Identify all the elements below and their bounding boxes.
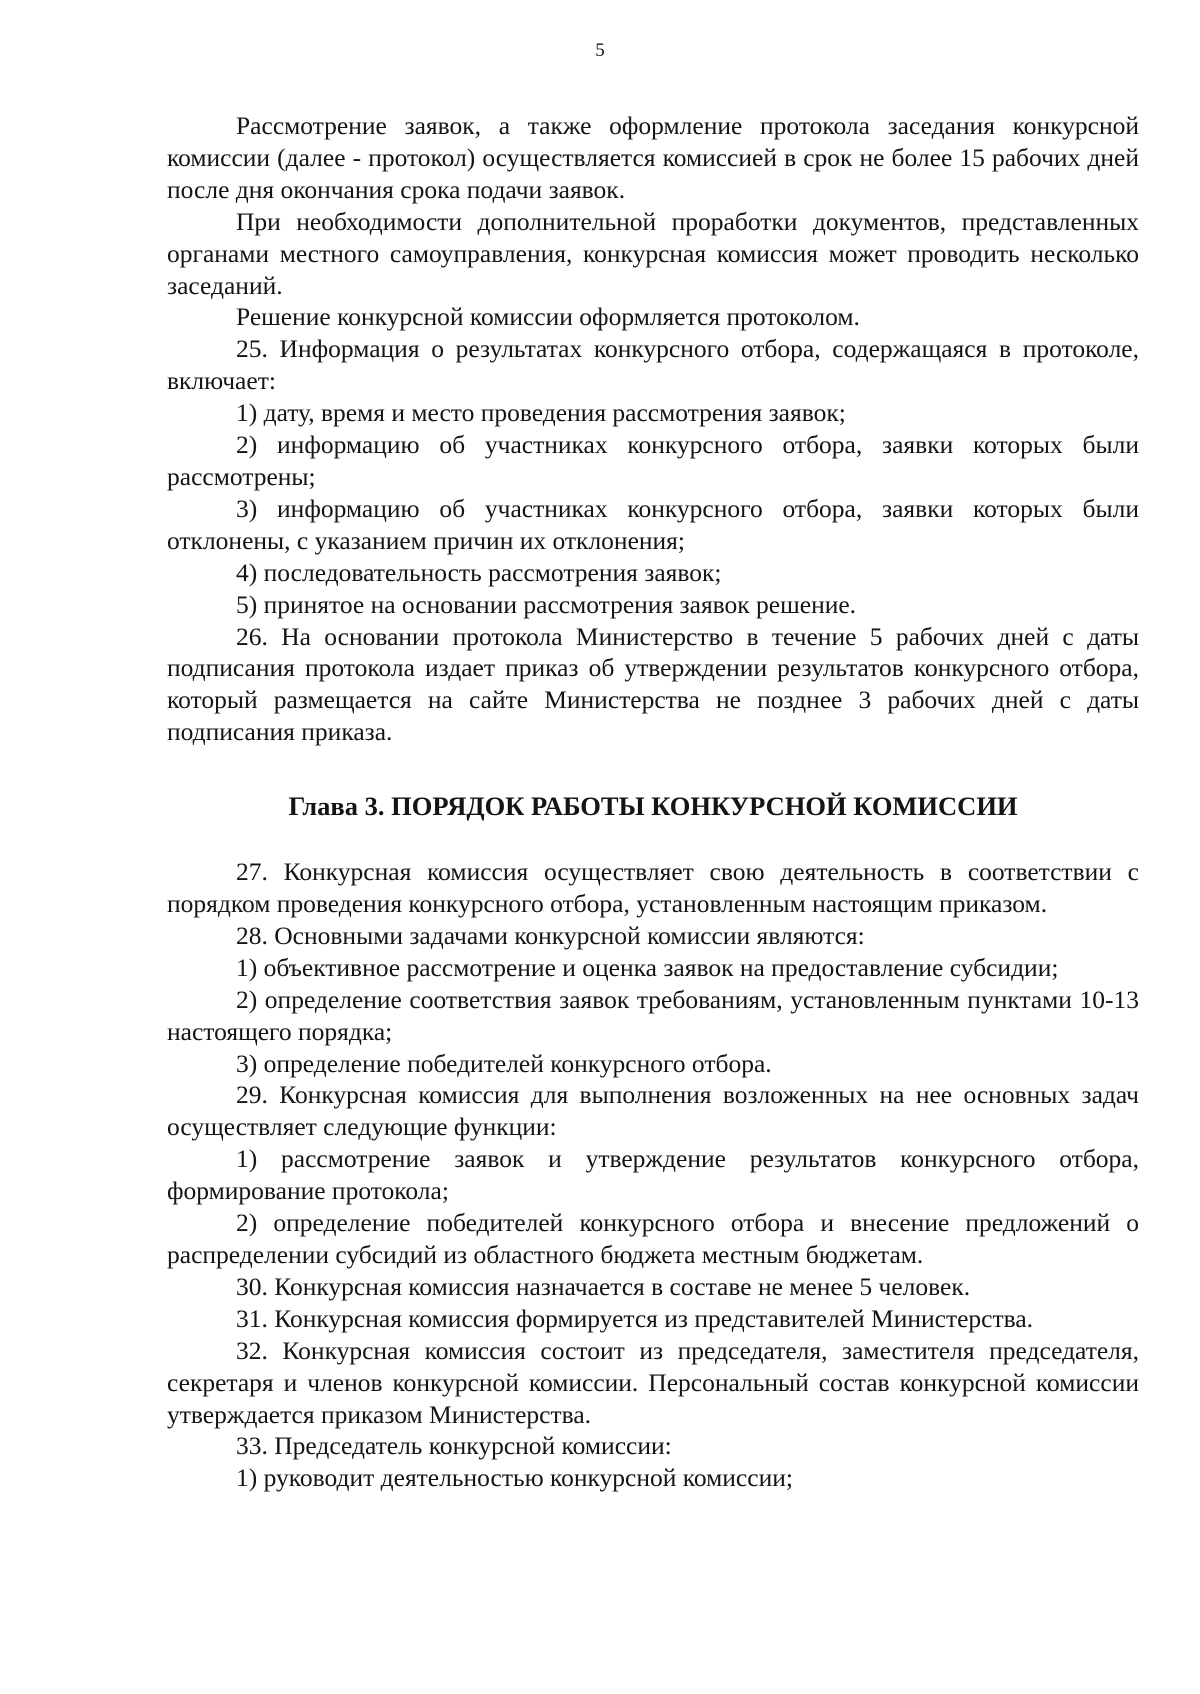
paragraph: Рассмотрение заявок, а также оформление протокола заседания конкурсной комиссии (далее - протокол) осуществляется комиссией в срок не более 15 рабочих дней после дня окончания срока подачи заявок. <box>167 111 1139 204</box>
list-item: 5) принятое на основании рассмотрения заявок решение. <box>236 589 857 619</box>
paragraph: 33. Председатель конкурсной комиссии: <box>236 1431 672 1461</box>
list-item: 2) информацию об участниках конкурсного отбора, заявки которых были рассмотрены; <box>167 430 1139 491</box>
list-item: 3) информацию об участниках конкурсного отбора, заявки которых были отклонены, с указанием причин их отклонения; <box>167 493 1139 555</box>
paragraph: 26. На основании протокола Министерство в течение 5 рабочих дней с даты подписания протокола издает приказ об утверждении результатов конкурсного отбора, который размещается на сайте Министерства не позднее 3 рабочих дней с даты подписания приказа. <box>167 621 1139 747</box>
paragraph: 28. Основными задачами конкурсной комиссии являются: <box>236 920 865 950</box>
list-item: 1) руководит деятельностью конкурсной комиссии; <box>236 1463 793 1493</box>
paragraph: 31. Конкурсная комиссия формируется из представителей Министерства. <box>236 1303 1034 1333</box>
chapter-title: Глава 3. ПОРЯДОК РАБОТЫ КОНКУРСНОЙ КОМИССИИ <box>288 791 1018 822</box>
list-item: 1) рассмотрение заявок и утверждение результатов конкурсного отбора, формирование протокола; <box>167 1144 1139 1206</box>
paragraph: 25. Информация о результатах конкурсного отбора, содержащаяся в протоколе, включает: <box>167 334 1139 396</box>
paragraph: Решение конкурсной комиссии оформляется протоколом. <box>236 302 860 332</box>
paragraph: 29. Конкурсная комиссия для выполнения возложенных на нее основных задач осуществляет следующие функции: <box>167 1080 1139 1142</box>
list-item: 1) объективное рассмотрение и оценка заявок на предоставление субсидии; <box>236 952 1059 982</box>
paragraph: При необходимости дополнительной проработки документов, представленных органами местного самоуправления, конкурсная комиссия может проводить несколько заседаний. <box>167 206 1139 300</box>
list-item: 3) определение победителей конкурсного отбора. <box>236 1048 772 1078</box>
list-item: 4) последовательность рассмотрения заявок; <box>236 557 722 587</box>
paragraph: 27. Конкурсная комиссия осуществляет свою деятельность в соответствии с порядком проведения конкурсного отбора, установленным настоящим приказом. <box>167 857 1139 919</box>
list-item: 2) определение соответствия заявок требованиям, установленным пунктами 10-13 настоящего порядка; <box>167 984 1139 1046</box>
paragraph: 30. Конкурсная комиссия назначается в составе не менее 5 человек. <box>236 1271 971 1301</box>
page-number: 5 <box>595 40 605 61</box>
list-item: 2) определение победителей конкурсного отбора и внесение предложений о распределении субсидий из областного бюджета местным бюджетам. <box>167 1208 1139 1269</box>
list-item: 1) дату, время и место проведения рассмотрения заявок; <box>236 398 846 428</box>
paragraph: 32. Конкурсная комиссия состоит из председателя, заместителя председателя, секретаря и членов конкурсной комиссии. Персональный состав конкурсной комиссии утверждается приказом Министерства. <box>167 1335 1139 1429</box>
document-body <box>167 110 1139 1494</box>
